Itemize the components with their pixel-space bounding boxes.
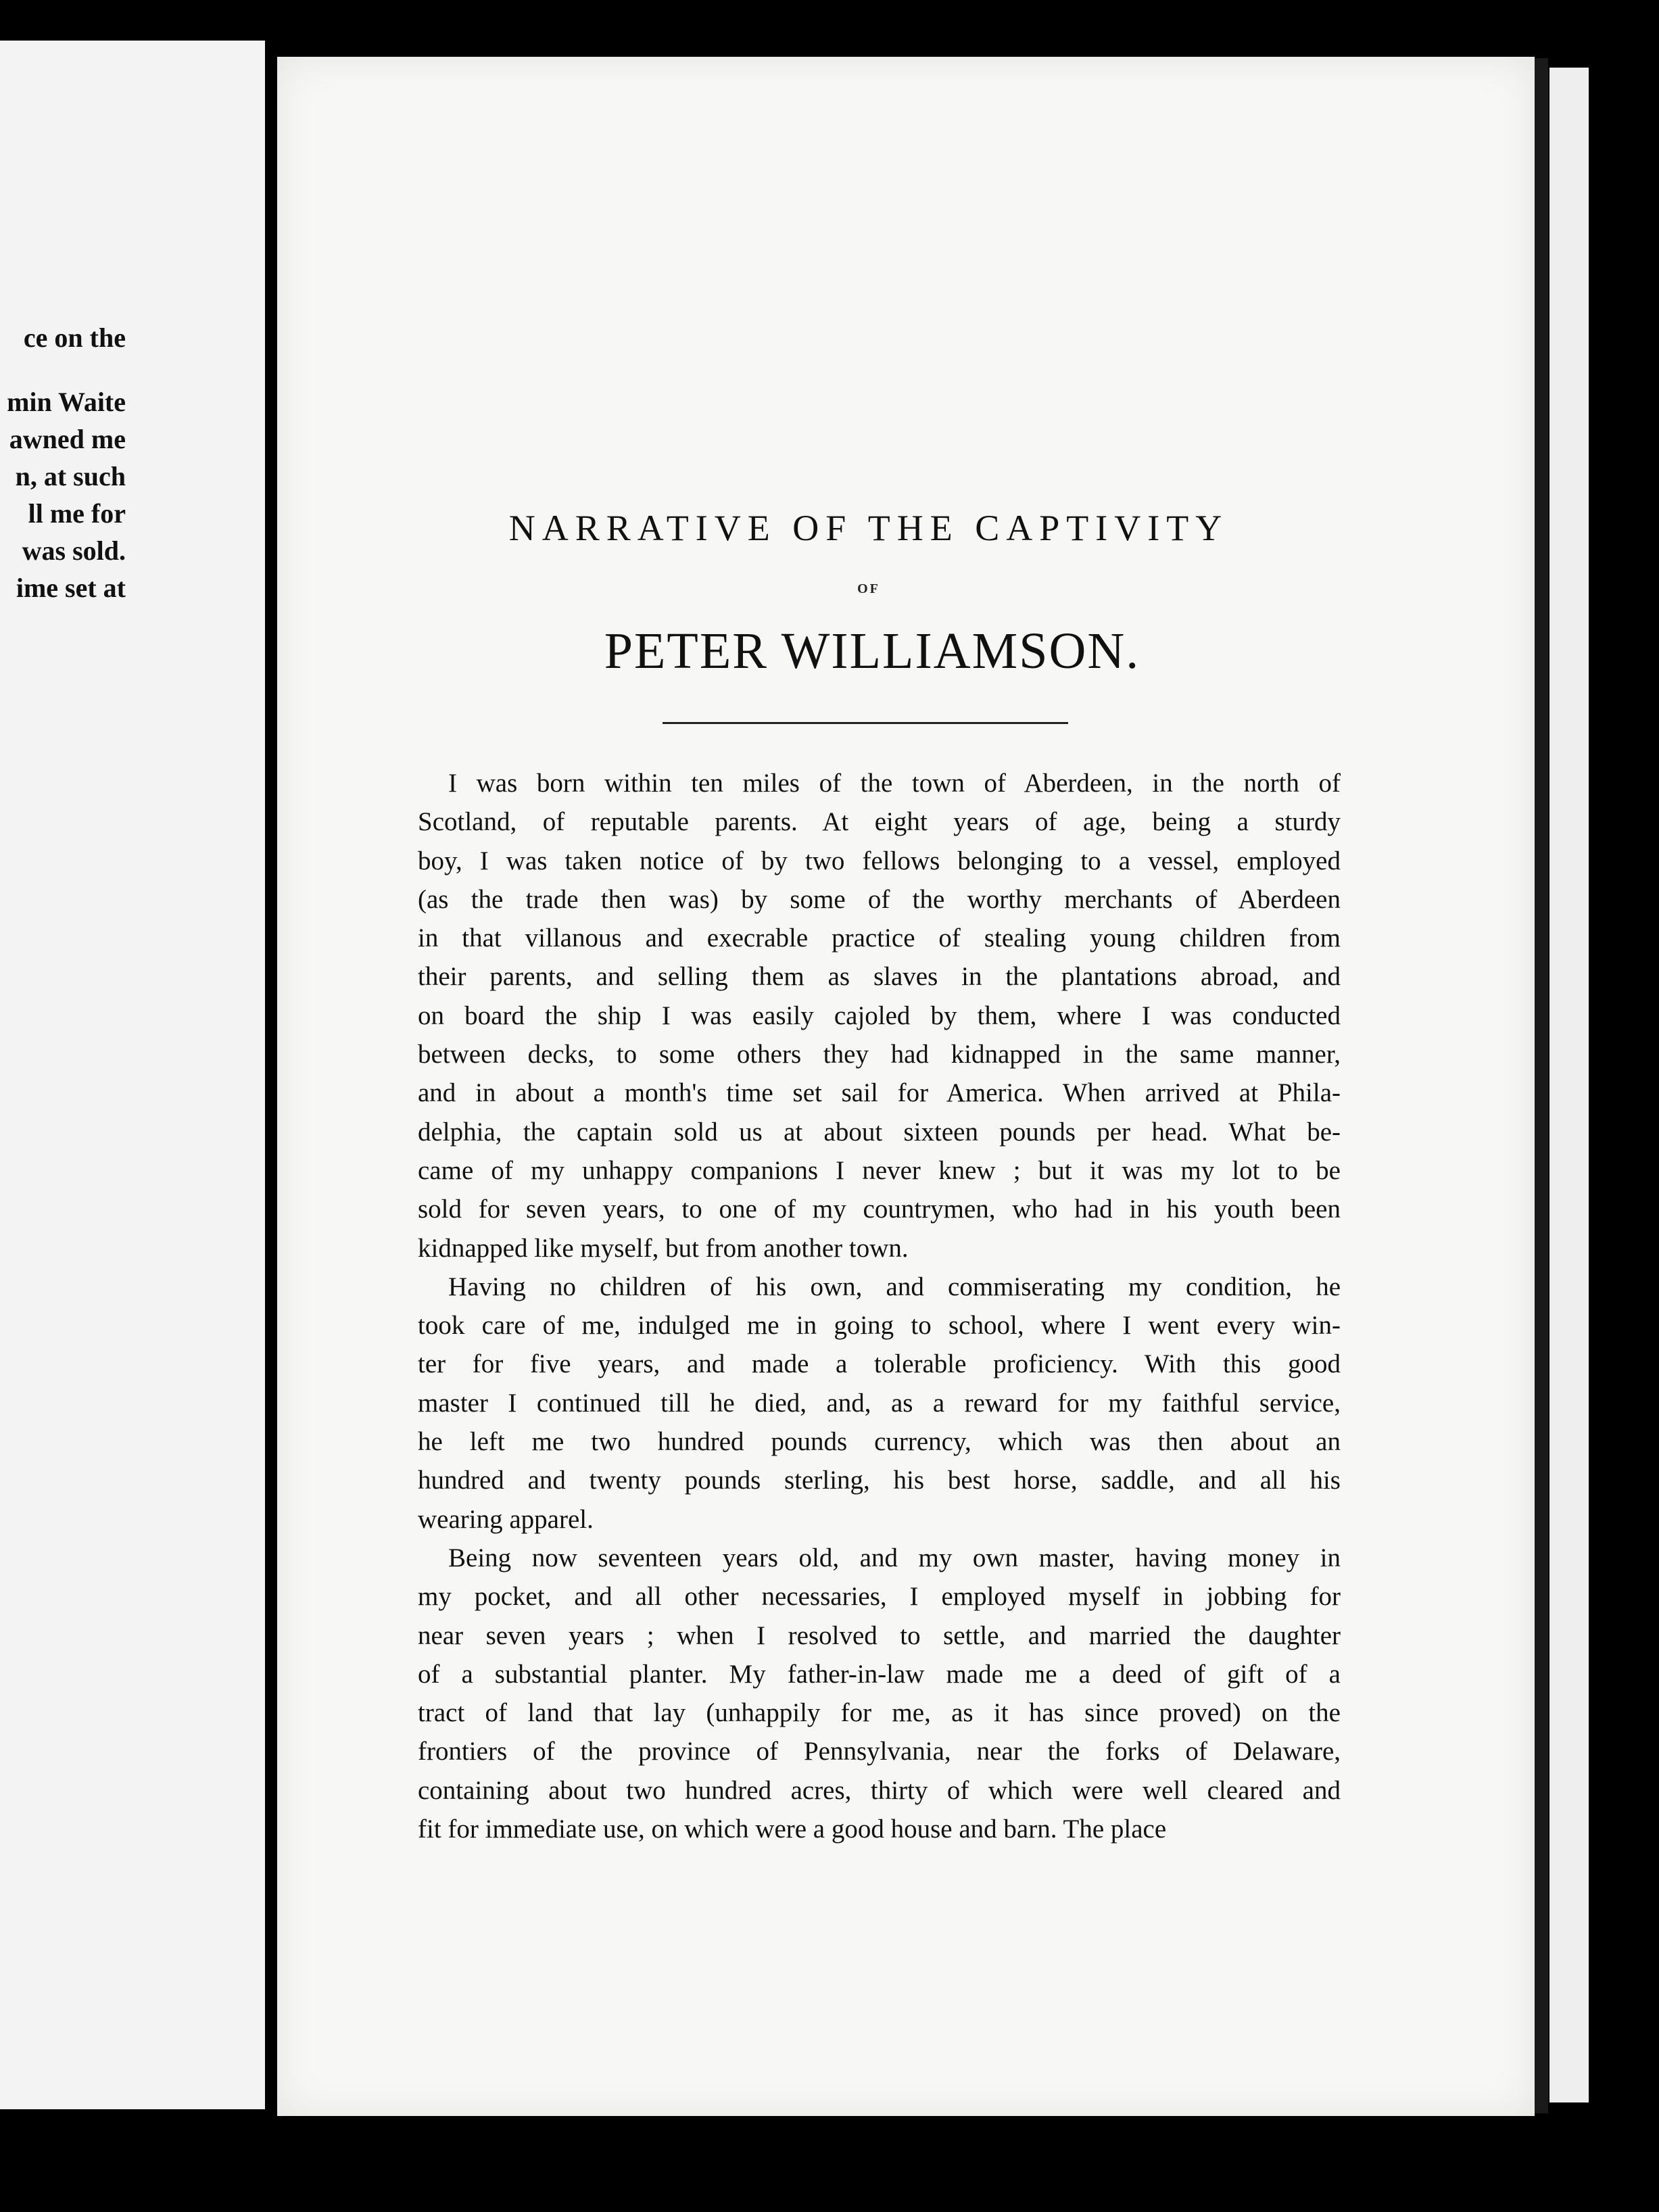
left-fragment: ll me for [28,498,126,529]
text-line: on board the ship I was easily cajoled by them, where I was conducted [418,1001,1341,1030]
text-line: ter for five years, and made a tolerable proficiency. With this good [418,1349,1341,1379]
text-line: (as the trade then was) by some of the worthy merchants of Aberdeen [418,884,1341,914]
right-page-edge [1549,68,1589,2102]
title-of: OF [857,581,880,596]
left-fragment: was sold. [22,535,126,566]
left-fragment: min Waite [7,387,126,417]
text-line: boy, I was taken notice of by two fellows belonging to a vessel, employed [418,846,1341,875]
paragraph-2 [418,1268,1341,1539]
left-fragment: ce on the [23,322,126,353]
text-line: I was born within ten miles of the town of Aberdeen, in the north of [448,769,1341,798]
title-line-2: PETER WILLIAMSON. [604,623,1140,679]
text-line: near seven years ; when I resolved to settle, and married the daughter [418,1620,1341,1650]
text-line: and in about a month's time set sail for America. When arrived at Phila- [418,1078,1341,1108]
paragraph-3 [418,1539,1341,1848]
text-line: Having no children of his own, and commiserating my condition, he [448,1272,1341,1301]
text-line: wearing apparel. [418,1504,594,1534]
text-line: he left me two hundred pounds currency, which was then about an [418,1427,1341,1457]
text-line: tract of land that lay (unhappily for me, as it has since proved) on the [418,1698,1341,1728]
text-line: in that villanous and execrable practice of stealing young children from [418,923,1341,953]
text-line: hundred and twenty pounds sterling, his best horse, saddle, and all his [418,1466,1341,1495]
title-line-1: NARRATIVE OF THE CAPTIVITY [508,508,1229,548]
text-line: of a substantial planter. My father-in-law made me a deed of gift of a [418,1659,1341,1689]
left-fragment: awned me [9,424,126,454]
page-edge-divider [1535,58,1548,2113]
text-line: kidnapped like myself, but from another town. [418,1233,909,1263]
text-line: sold for seven years, to one of my countrymen, who had in his youth been [418,1195,1341,1224]
text-line: fit for immediate use, on which were a good house and barn. The place [418,1814,1167,1844]
text-line: their parents, and selling them as slaves in the plantations abroad, and [418,962,1341,992]
left-fragment: n, at such [15,461,126,491]
text-line: delphia, the captain sold us at about sixteen pounds per head. What be- [418,1117,1341,1147]
text-line: Being now seventeen years old, and my own master, having money in [448,1543,1341,1572]
left-page-text [7,319,126,606]
text-line: Scotland, of reputable parents. At eight years of age, being a sturdy [418,807,1341,837]
text-line: took care of me, indulged me in going to school, where I went every win- [418,1311,1341,1341]
title-rule [663,722,1068,724]
left-fragment-gap [7,356,126,383]
left-fragment: ime set at [16,573,126,603]
left-page [0,41,265,2109]
text-line: containing about two hundred acres, thirty of which were well cleared and [418,1775,1341,1805]
text-line: frontiers of the province of Pennsylvania, near the forks of Delaware, [418,1737,1341,1766]
text-line: between decks, to some others they had kidnapped in the same manner, [418,1040,1341,1069]
text-line: came of my unhappy companions I never knew ; but it was my lot to be [418,1155,1341,1185]
text-line: master I continued till he died, and, as a reward for my faithful service, [418,1388,1341,1418]
text-line: my pocket, and all other necessaries, I employed myself in jobbing for [418,1582,1341,1612]
paragraph-1 [418,764,1341,1268]
body-text [418,764,1341,1848]
